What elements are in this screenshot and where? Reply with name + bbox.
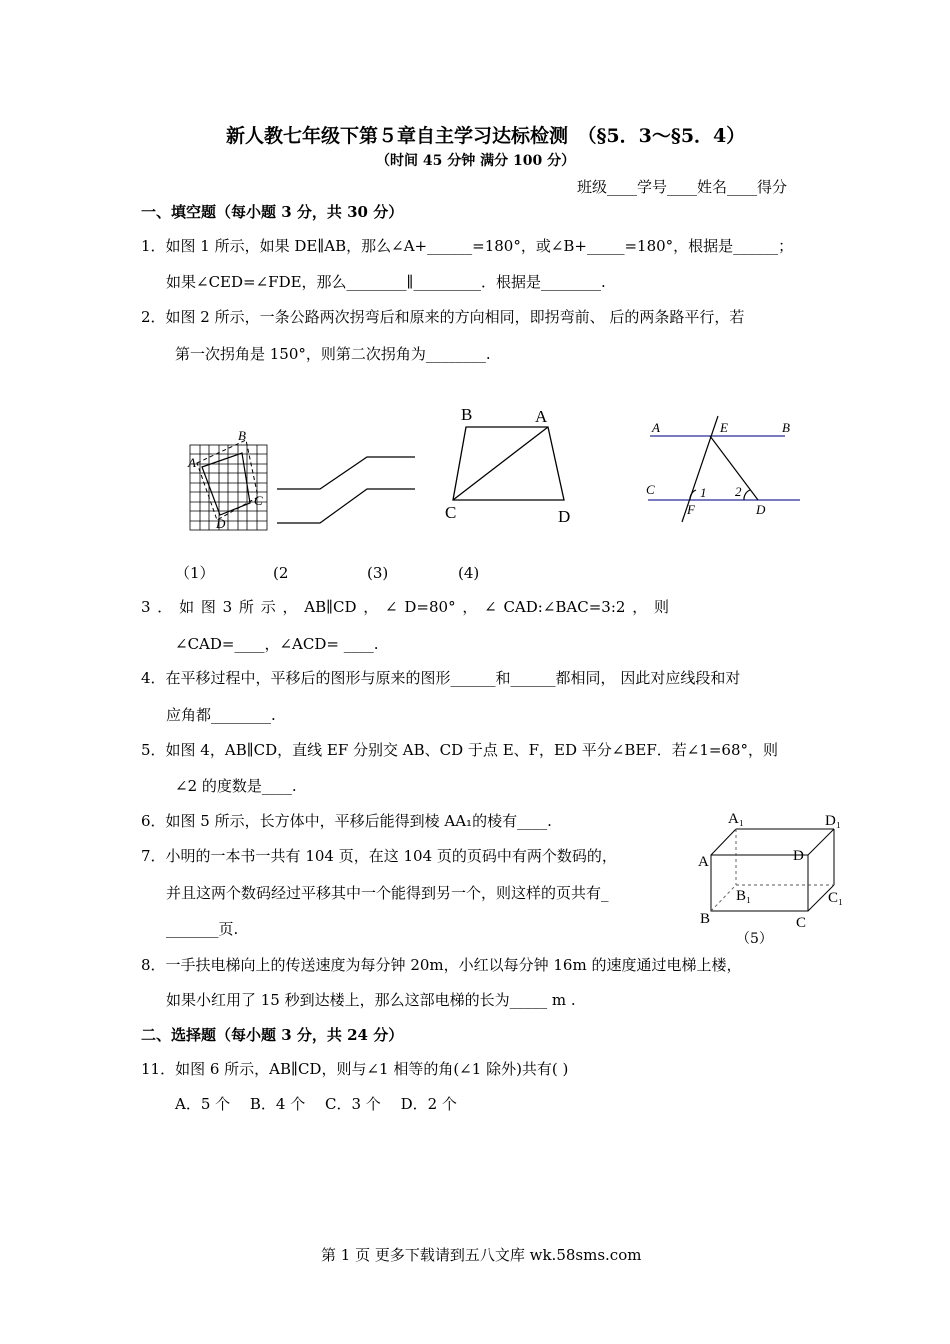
- q2-line2: 第一次拐角是 150°，则第二次拐角为________.: [175, 345, 491, 363]
- road-edge-lower: [277, 489, 415, 523]
- q3-line1: 3 ． 如 图 3 所 示 ， AB∥CD ， ∠ D=80° ， ∠ CAD:∠BAC=3:2 ， 则: [141, 598, 669, 616]
- dashed-quadrilateral: [197, 440, 258, 520]
- caption-fig3: (3): [367, 564, 389, 582]
- fig4-label-F: F: [687, 502, 695, 517]
- fig5-label-B: B: [700, 911, 711, 927]
- q5-line2: ∠2 的度数是____.: [175, 777, 297, 795]
- figure-2-road: [275, 450, 420, 530]
- fig4-label-D: D: [756, 502, 766, 517]
- fig4-label-E: E: [720, 420, 728, 435]
- figure-5-cuboid: [690, 805, 860, 950]
- fig4-label-C: C: [646, 482, 655, 497]
- road-edge-upper: [277, 457, 415, 489]
- fig5-label-A: A: [698, 854, 709, 870]
- figure-3-trapezoid: [440, 400, 580, 525]
- caption-fig1: （1）: [175, 564, 215, 582]
- figure-1-grid: [180, 425, 275, 535]
- q6: 6．如图 5 所示，长方体中，平移后能得到棱 AA₁的棱有____.: [141, 812, 552, 830]
- fig3-label-A: A: [535, 407, 548, 426]
- fig5-label-A1: A₁: [728, 811, 745, 827]
- fig1-label-A: A: [188, 455, 196, 470]
- fig5-label-C1: C₁: [828, 890, 844, 906]
- fig5-label-D1: D₁: [825, 813, 842, 829]
- line-ED: [710, 436, 758, 500]
- q7-line2: 并且这两个数码经过平移其中一个能得到另一个，则这样的页共有_: [166, 884, 609, 902]
- fig3-label-C: C: [445, 503, 457, 522]
- hidden-edge-3: [711, 885, 736, 911]
- q4-line1: 4．在平移过程中，平移后的图形与原来的图形______和______都相同， 因此对应线段和对: [141, 669, 741, 687]
- q11-options: A．5 个 B．4 个 C．3 个 D．2 个: [175, 1095, 457, 1113]
- fig4-label-1: 1: [700, 485, 707, 500]
- section1-heading: 一、填空题（每小题 3 分，共 30 分）: [141, 203, 404, 221]
- q1-line1: 1．如图 1 所示，如果 DE∥AB，那么∠A+______=180°，或∠B+_____=180°，根据是______；: [141, 237, 794, 255]
- caption-fig5: （5）: [736, 931, 773, 947]
- fig3-label-D: D: [558, 507, 571, 526]
- fig3-label-B: B: [461, 405, 473, 424]
- q7-line3: _______页.: [166, 920, 239, 938]
- fig1-label-B: B: [238, 428, 246, 443]
- page-title: 新人教七年级下第５章自主学习达标检测 （§5．3～§5．4）: [226, 125, 746, 147]
- caption-fig2: (2: [273, 564, 289, 582]
- fig4-label-B: B: [782, 420, 790, 435]
- q7-line1: 7．小明的一本书一共有 104 页，在这 104 页的页码中有两个数码的，: [141, 847, 617, 865]
- fig5-label-B1: B₁: [736, 888, 752, 904]
- q1-line2: 如果∠CED=∠FDE，那么________∥_________．根据是________.: [166, 273, 606, 291]
- fig4-label-2: 2: [735, 484, 742, 499]
- fig1-label-C: C: [254, 493, 263, 508]
- section2-heading: 二、选择题（每小题 3 分，共 24 分）: [141, 1026, 404, 1044]
- q3-line2: ∠CAD=____，∠ACD= ____.: [175, 635, 379, 653]
- fig5-label-C: C: [796, 915, 807, 931]
- figure-4-parallel-lines: [640, 410, 815, 530]
- page-subtitle: （时间 45 分钟 满分 100 分）: [376, 153, 576, 169]
- caption-fig4: (4): [458, 564, 480, 582]
- q8-line2: 如果小红用了 15 秒到达楼上，那么这部电梯的长为_____ m .: [166, 991, 576, 1009]
- page-footer: 第 1 页 更多下载请到五八文库 wk.58sms.com: [321, 1246, 642, 1264]
- q8-line1: 8．一手扶电梯向上的传送速度为每分钟 20m，小红以每分钟 16m 的速度通过电梯上楼，: [141, 956, 742, 974]
- fig4-label-A: A: [652, 420, 660, 435]
- q5-line1: 5．如图 4，AB∥CD，直线 EF 分别交 AB、CD 于点 E、F，ED 平分∠BEF．若∠1=68°，则: [141, 741, 779, 759]
- fig1-label-D: D: [216, 516, 226, 531]
- q11: 11．如图 6 所示，AB∥CD，则与∠1 相等的角(∠1 除外)共有( ): [141, 1060, 569, 1078]
- student-info-line: 班级____学号____姓名____得分: [577, 178, 788, 196]
- fig5-label-D: D: [793, 848, 804, 864]
- q4-line2: 应角都________.: [166, 706, 276, 724]
- q2-line1: 2．如图 2 所示，一条公路两次拐弯后和原来的方向相同，即拐弯前、 后的两条路平行，若: [141, 308, 745, 326]
